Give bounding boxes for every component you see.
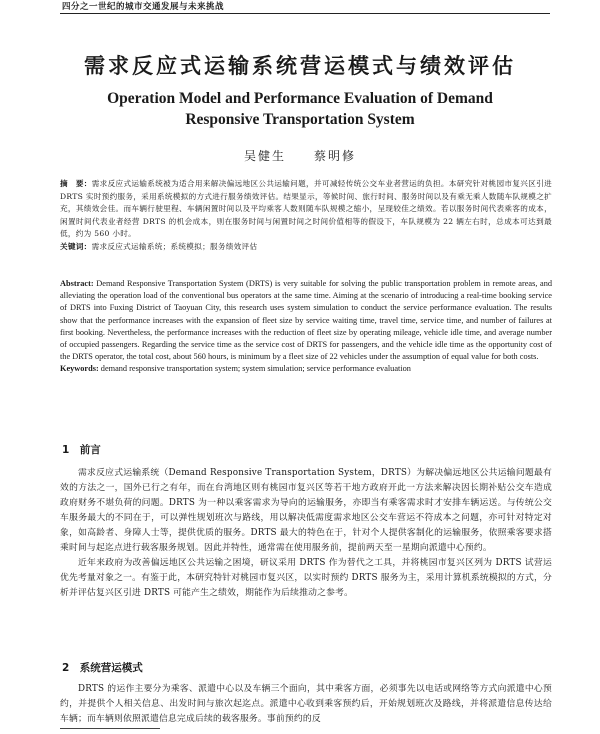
section-1-body — [60, 466, 552, 601]
title-english-line2: Responsive Transportation System — [185, 111, 415, 128]
keywords-english-text: demand responsive transportation system; system simulation; service performance evaluation — [100, 364, 411, 374]
abstract-chinese — [60, 178, 552, 254]
abstract-english-label: Abstract: — [60, 279, 94, 288]
title-english — [80, 88, 520, 130]
title-chinese: 需求反应式运输系统营运模式与绩效评估 — [84, 54, 516, 78]
footnote-rule — [60, 728, 160, 729]
section-1-paragraph-2: 近年来政府为改善偏远地区公共运输之困境，研议采用 DRTS 作为替代之工具，并将桃园市复兴区列为 DRTS 试营运优先考量对象之一。有鉴于此，本研究特针对桃园市复兴区，以实时预约 DRTS 服务为主，采用计算机系统模拟的方式，分析并评估复兴区引进 DRTS 可能产生之绩效，期能作为后续推动之参考。 — [60, 558, 552, 598]
abstract-english — [60, 278, 552, 376]
running-header: 四分之一世纪的城市交通发展与未来挑战 — [62, 2, 225, 12]
abstract-english-text: Demand Responsive Transportation System (DRTS) is very suitable for solving the public transportation problem in remote areas, and alleviating the operation load of the conventional bus operators at the same time. Aiming at the scenario of introducing a real-time booking service of DRTS into Fuxing District of Taoyuan City, this research uses system simulation to conduct the service performance evaluation. The results show that the performance increases with the expansion of fleet size by service waiting time, travel time, service time, and number of failures at first booking. Nevertheless, the performance increases with the reduction of fleet size by operating mileage, vehicle idle time, and average number of occupied passengers. Regarding the service time as the service cost of DRTS for passengers, and the vehicle idle time as the opportunity cost of the DRTS operator, the total cost, about 560 hours, is minimum by a fleet size of 22 vehicles under the assumption of equal value for both costs. — [60, 279, 553, 362]
title-english-line1: Operation Model and Performance Evaluation of Demand — [107, 90, 493, 107]
abstract-chinese-text: 需求反应式运输系统被为适合用来解决偏远地区公共运输问题，并可减轻传统公交车业者营运的负担。本研究针对桃园市复兴区引进 DRTS 实时预约服务，采用系统模拟的方式进行服务绩效评估。结果显示，等候时间、旅行时间、服务时间以及有乘无乘人数随车队规模之扩充，其绩效会佳。而车辆行驶里程、车辆闲置时间以及平均乘客人数则随车队规模之缩小，呈现较佳之绩效。若以服务时间代表乘客的成本，闲置时间代表业者经营 DRTS 的机会成本，则在服务时间与闲置时间之时间价值相等的假设下，车队规模为 22 辆左右时，总成本可达到最低，约为 560 小时。 — [60, 179, 552, 239]
section-2-body — [60, 682, 552, 727]
section-1-heading: 1 前言 — [62, 444, 101, 456]
section-2-paragraph-1: DRTS 的运作主要分为乘客、派遣中心以及车辆三个面向，其中乘客方面，必须事先以电话或网络等方式向派遣中心预约，并提供个人相关信息、出发时间与旅次起迄点。派遣中心收到乘客预约后，开始规划班次及路线，并将派遣信息传达给车辆；而车辆则依照派遣信息完成后续的载客服务。事前预约的反 — [60, 684, 552, 724]
abstract-chinese-label: 摘 要： — [60, 179, 92, 188]
header-rule — [60, 13, 550, 14]
section-2-heading: 2 系统营运模式 — [62, 662, 143, 674]
keywords-chinese-text: 需求反应式运输系统；系统模拟；服务绩效评估 — [91, 241, 258, 251]
authors: 吴健生 蔡明修 — [243, 149, 356, 163]
keywords-english-label: Keywords: — [60, 364, 99, 374]
section-1-paragraph-1: 需求反应式运输系统（Demand Responsive Transportation System，DRTS）为解决偏远地区公共运输问题最有效的方法之一，国外已行之有年，而在台湾地区则有桃园市复兴区等若干地方政府开此一方法来解决因长期补贴公交车造成政府财务不堪负荷的问题。DRTS 为一种以乘客需求为导向的运输服务，亦即当有乘客需求时才安排车辆运送。与传统公交车服务最大的不同在于，可以弹性规划班次与路线，用以解决低需度需求地区公交车营运不符成本之问题，亦可针对特定对象，如高龄者、身障人士等，提供优质的服务。DRTS 最大的特色在于，针对个人提供客制化的运输服务，依照乘客要求搭乘时间与起迄点进行载客服务规划。因此并特性，通常需在使用服务前，提前两天至一星期向派遣中心预约。 — [60, 468, 552, 553]
keywords-chinese-label: 关键词： — [60, 241, 92, 251]
